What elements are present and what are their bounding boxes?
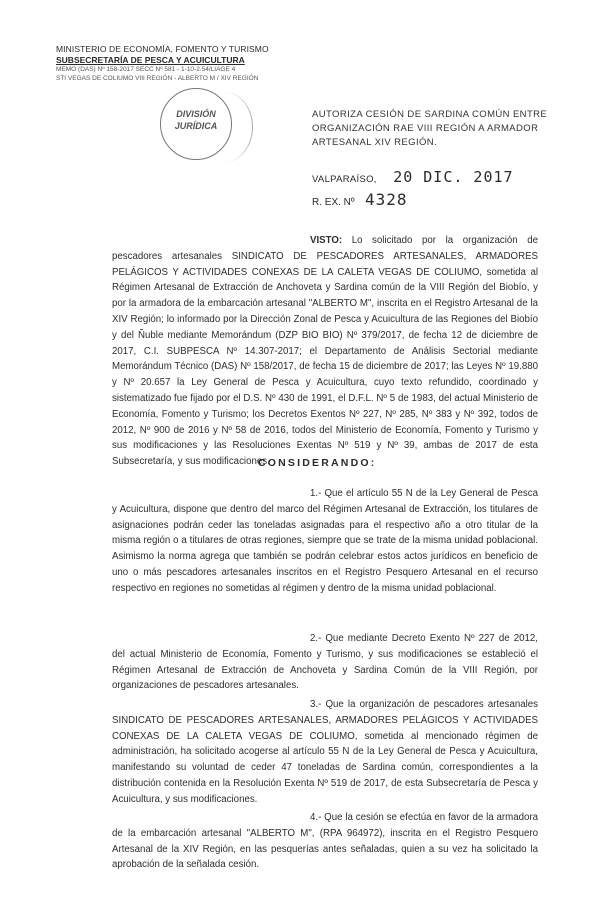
date-stamp: 20 DIC. 2017 <box>393 168 514 186</box>
considerando-heading: CONSIDERANDO: <box>258 457 377 469</box>
ministry-name: MINISTERIO DE ECONOMÍA, FOMENTO Y TURISMO <box>56 44 269 54</box>
considerando-paragraph-1 <box>112 486 538 597</box>
paragraph-1-text: 1.- Que el artículo 55 N de la Ley General de Pesca y Acuicultura, dispone que dentro del marco del Régimen Artesanal de Extracción, los titulares de asignaciones podrán ceder las toneladas asignadas para el respectivo año a otro titular de la misma región o a titulares de otras regiones, siempre que se trate de la misma unidad poblacional. Asimismo la norma agrega que también se podrán celebrar estos actos jurídicos en beneficio de uno o más pescadores artesanales inscritos en el Registro Pesquero Artesanal en el recurso respectivo en regiones no sometidas al régimen y dentro de la misma unidad poblacional. <box>112 488 538 594</box>
resolution-number-line <box>312 190 408 210</box>
subsecretaria-name: SUBSECRETARÍA DE PESCA Y ACUICULTURA <box>56 55 245 65</box>
letterhead <box>56 44 269 83</box>
visto-label: VISTO: <box>310 235 343 246</box>
reference-line-2: STI VEGAS DE COLIUMO VIII REGIÓN - ALBERTO M / XIV REGIÓN <box>56 75 259 82</box>
considerando-paragraph-4 <box>112 810 538 873</box>
resolution-label: R. EX. Nº <box>312 197 355 208</box>
reference-line-1: MEMO (DAS) Nº 158-2017 SECC Nº 581 - 1-10-2.54/LIAGE 4 <box>56 66 236 73</box>
stamp-line-1: DIVISIÓN <box>176 109 216 119</box>
paragraph-4-text: 4.- Que la cesión se efectúa en favor de la armadora de la embarcación artesanal "ALBERTO M", (RPA 964972), inscrita en el Registro Pesquero Artesanal de la XIV Región, en las pesquerías antes señaladas, quien a su vez ha solicitado la aprobación de la señalada cesión. <box>112 812 538 871</box>
place: VALPARAÍSO, <box>312 174 377 185</box>
document-subject: AUTORIZA CESIÓN DE SARDINA COMÚN ENTRE ORGANIZACIÓN RAE VIII REGIÓN A ARMADOR ARTESANAL XIV REGIÓN. <box>312 109 548 148</box>
division-juridica-stamp <box>160 88 232 160</box>
resolution-number: 4328 <box>365 190 408 209</box>
considerando-paragraph-3 <box>112 697 538 808</box>
stamp-line-2: JURÍDICA <box>174 121 218 131</box>
paragraph-3-text: 3.- Que la organización de pescadores artesanales SINDICATO DE PESCADORES ARTESANALES, ARMADORES PELÁGICOS Y ACTIVIDADES CONEXAS DE LA CALETA VEGAS DE COLIUMO, sometida al mencionado régimen de administración, ha solicitado acogerse al artículo 55 N de la Ley General de Pesca y Acuicultura, manifestando su voluntad de ceder 47 toneladas de Sardina común, correspondientes a la distribución contenida en la Resolución Exenta Nº 519 de 2017, de esta Subsecretaría de Pesca y Acuicultura, y sus modificaciones. <box>112 699 538 805</box>
place-and-date <box>312 168 514 187</box>
visto-section <box>112 233 538 470</box>
considerando-paragraph-2 <box>112 631 538 694</box>
visto-text: Lo solicitado por la organización de pescadores artesanales SINDICATO DE PESCADORES ARTESANALES, ARMADORES PELÁGICOS Y ACTIVIDADES CONEXAS DE LA CALETA VEGAS DE COLIUMO, sometida al Régimen Artesanal de Extracción de Anchoveta y Sardina común de la VIII Región del Biobío, y por la armadora de la embarcación artesanal "ALBERTO M", inscrita en el Registro Artesanal de la XIV Región; lo informado por la Dirección Zonal de Pesca y Acuicultura de las Regiones del Biobío y del Ñuble mediante Memorándum (DZP BIO BIO) Nº 379/2017, de fecha 12 de diciembre de 2017, C.I. SUBPESCA Nº 14.307-2017; el Departamento de Análisis Sectorial mediante Memorándum Técnico (DAS) Nº 158/2017, de fecha 15 de diciembre de 2017; las Leyes Nº 19.880 y Nº 20.657 la Ley General de Pesca y Acuicultura, cuyo texto refundido, coordinado y sistematizado fue fijado por el D.S. Nº 430 de 1991, el D.F.L. Nº 5 de 1983, del actual Ministerio de Economía, Fomento y Turismo; los Decretos Exentos Nº 227, Nº 285, Nº 383 y Nº 392, todos de 2012, Nº 900 de 2016 y Nº 58 de 2016, todos del Ministerio de Economía, Fomento y Turismo y sus modificaciones y las Resoluciones Exentas Nº 519 y Nº 39, ambas de 2017 de esta Subsecretaría, y sus modificaciones. <box>112 235 538 468</box>
paragraph-2-text: 2.- Que mediante Decreto Exento Nº 227 de 2012, del actual Ministerio de Economía, Fomento y Turismo, y sus modificaciones se estableció el Régimen Artesanal de Extracción de Anchoveta y Sardina Común de la VIII Región, por organizaciones de pescadores artesanales. <box>112 633 538 692</box>
